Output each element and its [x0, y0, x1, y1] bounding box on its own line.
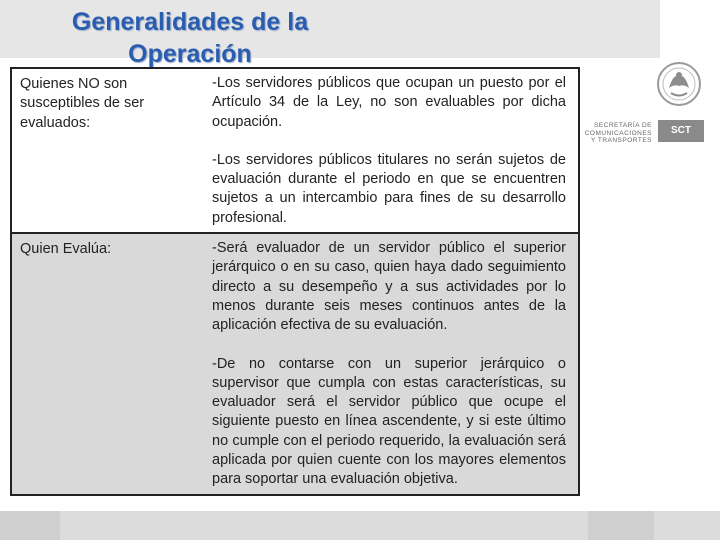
sct-logo [582, 58, 720, 158]
footer-segment [588, 511, 654, 540]
agency-name: SECRETARÍA DE COMUNICACIONES Y TRANSPORTES [584, 122, 652, 144]
table-row [11, 233, 579, 495]
row-content [204, 68, 579, 233]
evaluation-table [10, 67, 580, 496]
national-eagle-seal-icon [656, 60, 702, 112]
row-label: Quienes NO son susceptibles de ser evaluados: [11, 68, 204, 233]
paragraph: -Será evaluador de un servidor público el superior jerárquico o en su caso, quien haya dado seguimiento directo a su desempeño y a sus actividades por lo menos durante seis meses continuos antes de la aplicación efectiva de su evaluación. [212, 240, 566, 334]
sct-badge: SCT [658, 120, 704, 142]
paragraph: -Los servidores públicos titulares no serán sujetos de evaluación durante el periodo en que se encuentren sujetos a un intercambio para fines de su desarrollo profesional. [212, 151, 566, 226]
paragraph: -De no contarse con un superior jerárquico o supervisor que cumpla con estas características, su evaluador será el servidor público que ocupe el siguiente puesto en línea ascendente, y si este último no cumple con el periodo requerido, la evaluación será aplicada por quien cuente con los mayores elementos para soportar una evaluación objetiva. [212, 355, 566, 488]
footer-segment [0, 511, 60, 540]
paragraph: -Los servidores públicos que ocupan un puesto por el Artículo 34 de la Ley, no son evaluables por dicha ocupación. [212, 75, 566, 130]
row-content [204, 233, 579, 495]
row-label: Quien Evalúa: [11, 233, 204, 495]
table-row [11, 68, 579, 233]
footer-band [0, 511, 720, 540]
page-title: Generalidades de la Operación [71, 8, 309, 68]
